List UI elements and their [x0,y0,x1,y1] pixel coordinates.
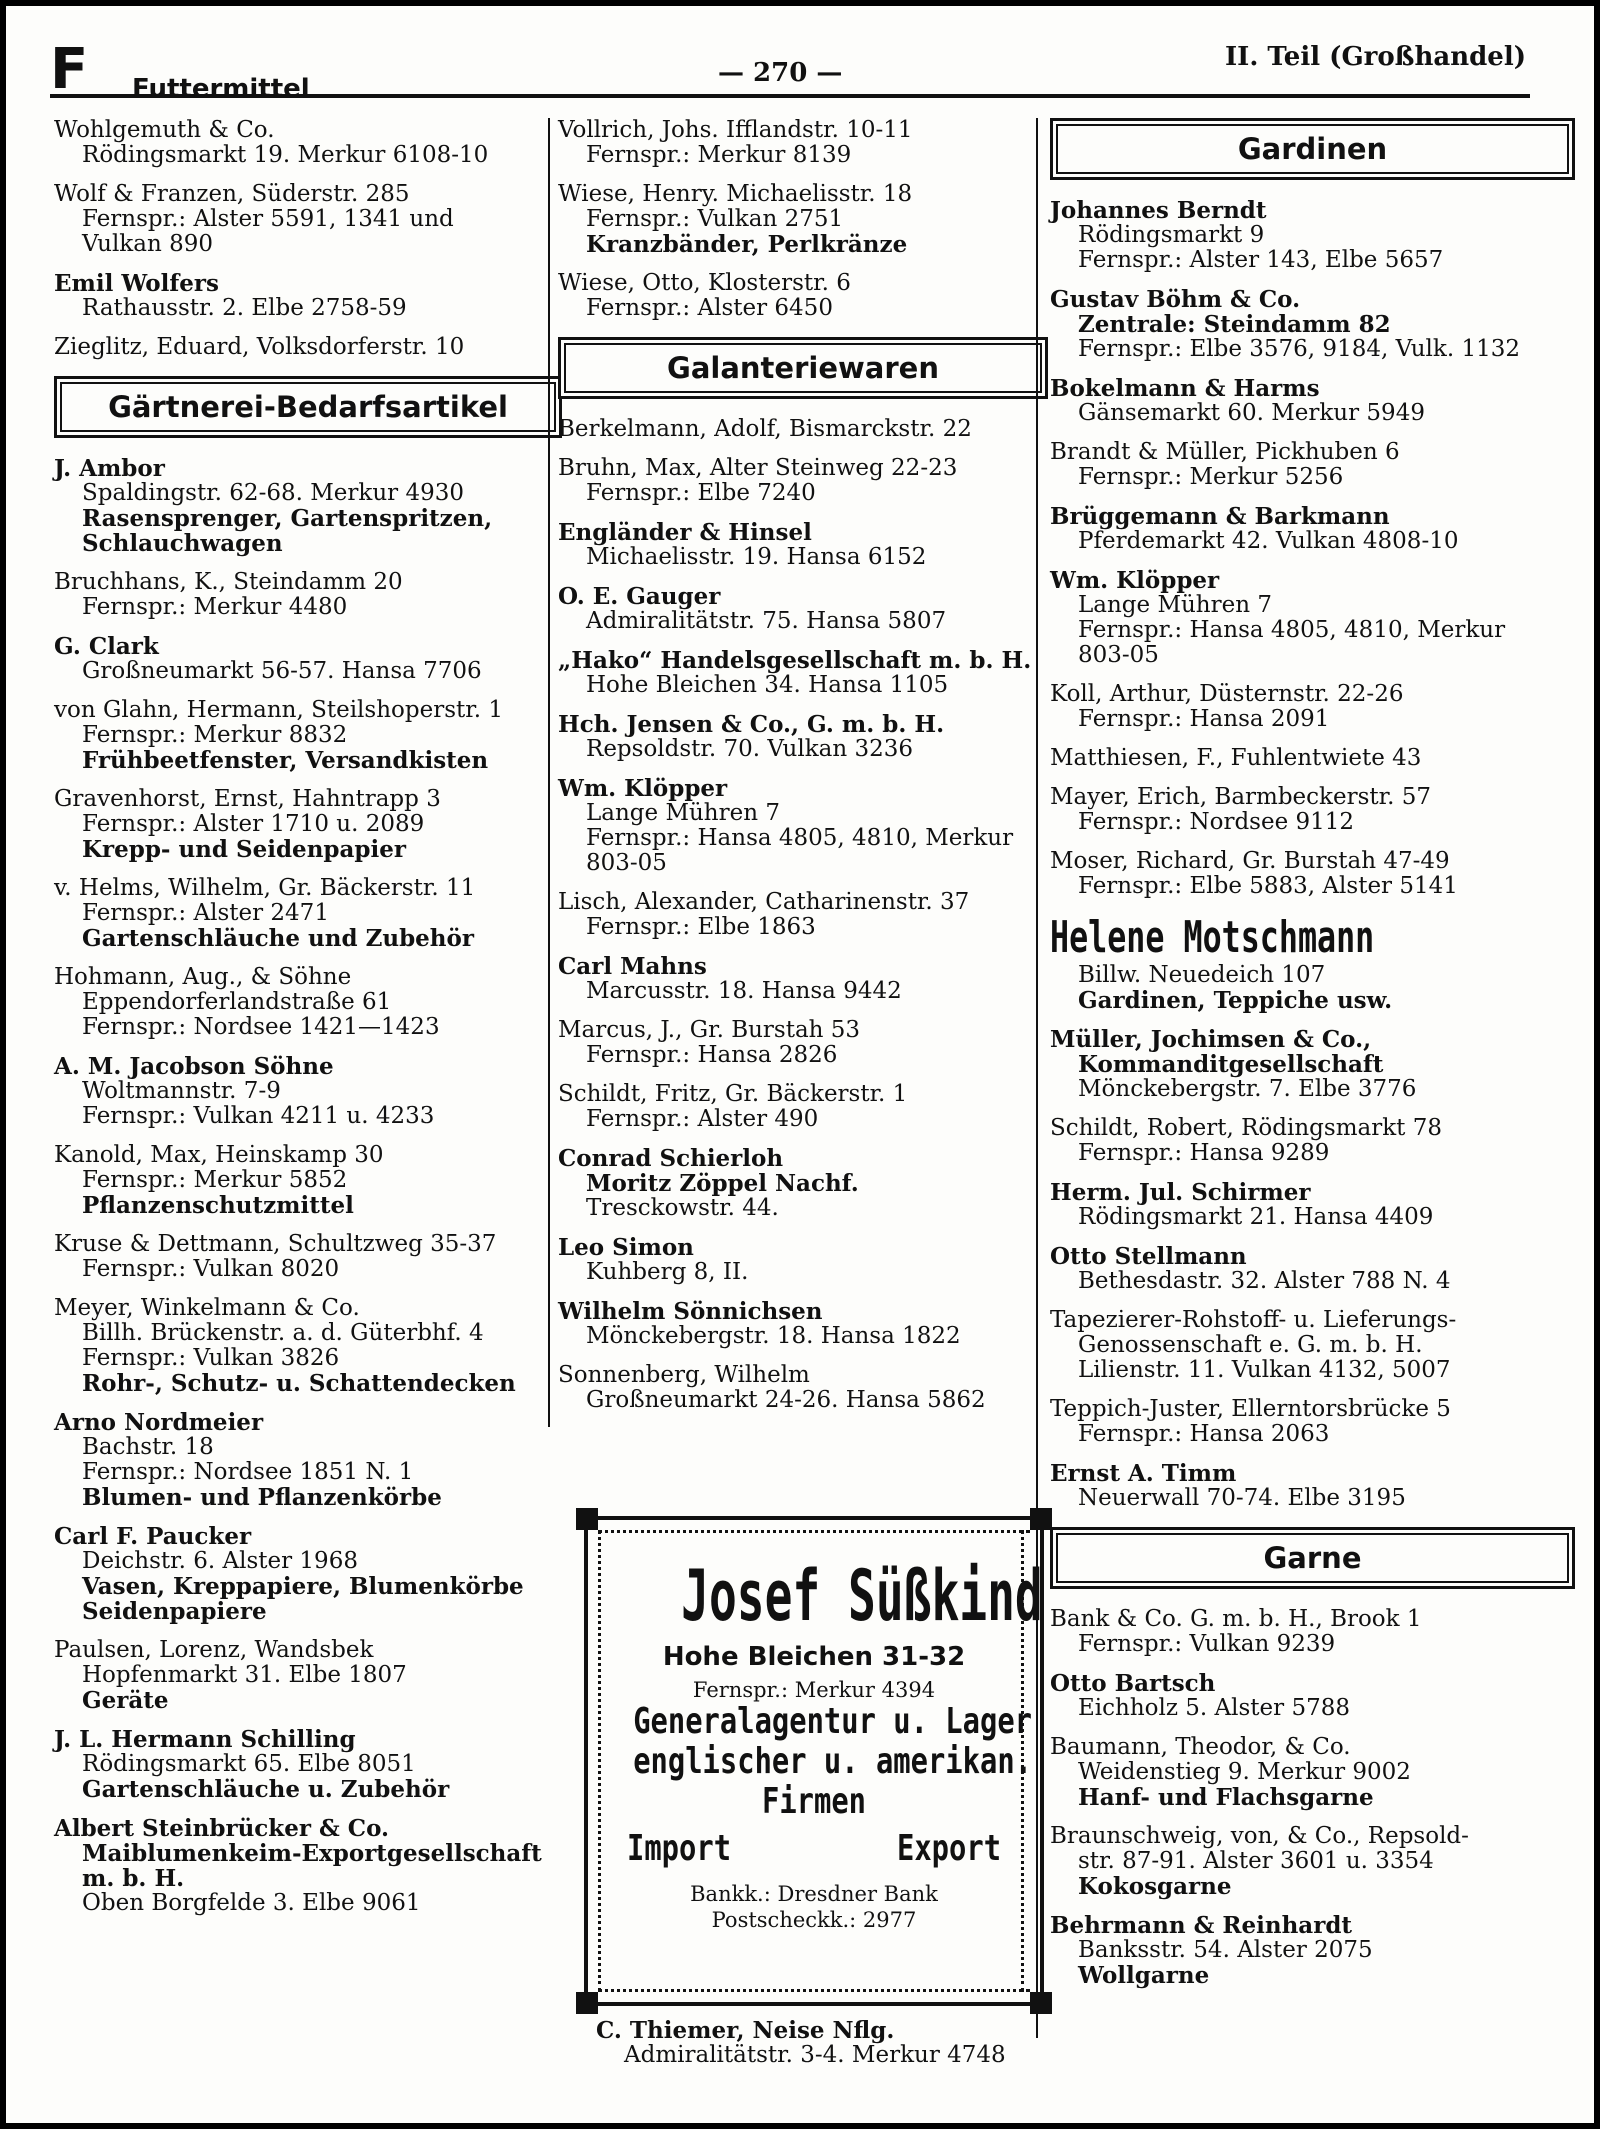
list-item [596,2018,1036,2068]
advertisement [584,1516,1044,2006]
entry-name: Wm. Klöpper [558,775,728,802]
entry-line: Admiralitätstr. 3-4. Merkur 4748 [624,2042,1006,2068]
entry-name: Wilhelm Sönnichsen [558,1298,823,1325]
entry-name: O. E. Gauger [558,583,721,610]
entry-name: Gravenhorst, Ernst, Hahntrapp 3 [54,786,441,812]
list-item [54,876,562,951]
entry-after-ad [596,2018,1036,2082]
entry-line: Schlauchwagen [82,530,283,557]
list-item [54,634,562,684]
entry-line: Blumen- und Pflanzenkörbe [82,1484,442,1511]
ad-import-export [588,1828,1040,1869]
entry-line: Neuerwall 70-74. Elbe 3195 [1078,1485,1406,1511]
entry-line: Fernspr.: Vulkan 4211 u. 4233 [82,1103,435,1129]
list-item [54,335,562,360]
entry-name: Wolf & Franzen, Süderstr. 285 [54,181,410,207]
entry-line: Fernspr.: Elbe 1863 [586,914,816,940]
entry-name: Otto Bartsch [1050,1670,1216,1697]
entry-line: Rödingsmarkt 21. Hansa 4409 [1078,1204,1434,1230]
entry-name: Koll, Arthur, Düsternstr. 22-26 [1050,681,1404,707]
list-item [54,1727,562,1802]
ad-line: Generalagentur u. Lager [633,1701,1032,1742]
entry-line: Wollgarne [1078,1962,1210,1989]
entry-name: Johannes Berndt [1050,197,1267,224]
ad-export: Export [896,1828,1001,1869]
entry-line: Fernspr.: Nordsee 1421—1423 [82,1014,440,1040]
header-rule [50,94,1530,98]
entry-line: Fernspr.: Elbe 7240 [586,480,816,506]
entry-name: Wohlgemuth & Co. [54,117,275,143]
category-heading: Gardinen [1050,118,1575,180]
list-item [1050,1116,1575,1166]
entry-name: Schildt, Fritz, Gr. Bäckerstr. 1 [558,1081,908,1107]
entry-line: Bethesdastr. 32. Alster 788 N. 4 [1078,1268,1451,1294]
ad-border [598,1989,1030,1992]
entry-name: Berkelmann, Adolf, Bismarckstr. 22 [558,416,972,442]
entry-name: Hch. Jensen & Co., G. m. b. H. [558,711,945,738]
list-item [54,1524,562,1624]
entry-name: Wiese, Henry. Michaelisstr. 18 [558,181,913,207]
entry-line: Weidenstieg 9. Merkur 9002 [1078,1759,1411,1785]
list-item [558,648,1048,698]
list-item [54,965,562,1040]
ad-postscheck: Postscheckk.: 2977 [711,1908,917,1932]
list-item [54,1054,562,1129]
entry-line: str. 87-91. Alster 3601 u. 3354 [1078,1848,1434,1874]
entry-line: Banksstr. 54. Alster 2075 [1078,1937,1373,1963]
entry-line: Frühbeetfenster, Versandkisten [82,747,489,774]
entry-name: „Hako“ Handelsgesellschaft m. b. H. [558,647,1032,674]
ad-border [598,1530,609,1992]
entry-line: Lange Mühren 7 [586,800,780,826]
entry-name: Brüggemann & Barkmann [1050,503,1390,530]
list-item [558,712,1048,762]
entry-name: Bank & Co. G. m. b. H., Brook 1 [1050,1606,1422,1632]
section-title: Futtermittel [132,74,310,104]
entry-line: Vulkan 890 [82,231,213,257]
entry-line: Gartenschläuche u. Zubehör [82,1776,450,1803]
entry-name: Otto Stellmann [1050,1243,1247,1270]
ad-corner [576,1508,598,1530]
entry-line: Rathausstr. 2. Elbe 2758-59 [82,295,407,321]
entry-line: Krepp- und Seidenpapier [82,836,406,863]
entry-line: Fernspr.: Hansa 2091 [1078,706,1330,732]
entry-line: Rohr-, Schutz- u. Schattendecken [82,1370,516,1397]
entry-line: Gänsemarkt 60. Merkur 5949 [1078,400,1425,426]
list-item [1050,1308,1575,1383]
list-item [1050,682,1575,732]
list-item [558,118,1048,168]
entry-name: Wm. Klöpper [1050,567,1220,594]
entry-line: Billh. Brückenstr. a. d. Güterbhf. 4 [82,1320,484,1346]
entry-name: Hohmann, Aug., & Söhne [54,964,352,990]
list-item [54,1143,562,1218]
entry-line: Fernspr.: Alster 5591, 1341 und [82,206,454,232]
ad-company-name: Josef Süßkind [681,1555,1043,1637]
entry-name: Engländer & Hinsel [558,519,812,546]
list-item [558,271,1048,321]
entry-line: Fernspr.: Alster 6450 [586,295,833,321]
entry-line: m. b. H. [82,1865,185,1892]
entry-line: Pflanzenschutzmittel [82,1192,354,1219]
column-right [1036,118,1575,2038]
entry-line: Admiralitätstr. 75. Hansa 5807 [586,608,947,634]
entry-line: Rödingsmarkt 65. Elbe 8051 [82,1751,416,1777]
entry-name: Marcus, J., Gr. Burstah 53 [558,1017,861,1043]
list-item [1050,746,1575,771]
entry-line: Billw. Neuedeich 107 [1078,962,1326,988]
list-item [54,1296,562,1396]
list-item [1050,849,1575,899]
category-heading: Galanteriewaren [558,337,1048,399]
entry-name: Teppich-Juster, Ellerntorsbrücke 5 [1050,1396,1451,1422]
category-heading: Garne [1050,1527,1575,1589]
entry-line: Gardinen, Teppiche usw. [1078,987,1393,1014]
entry-name: C. Thiemer, Neise Nflg. [596,2017,895,2044]
list-item [54,570,562,620]
ad-border [598,1530,1030,1533]
entry-line: Eppendorferlandstraße 61 [82,989,392,1015]
list-item [1050,1027,1575,1102]
entry-line: Gartenschläuche und Zubehör [82,925,474,952]
entries [54,456,562,1916]
display-entry [1050,913,1575,1013]
entry-line: Rasensprenger, Gartenspritzen, [82,505,493,532]
list-item [558,954,1048,1004]
list-item [1050,287,1575,362]
entry-line: Kokosgarne [1078,1873,1232,1900]
entry-line: Seidenpapiere [82,1598,267,1625]
list-item [1050,1607,1575,1657]
entry-line: Fernspr.: Elbe 3576, 9184, Vulk. 1132 [1078,336,1520,362]
entry-line: Zentrale: Steindamm 82 [1078,311,1391,338]
entry-name: Paulsen, Lorenz, Wandsbek [54,1637,374,1663]
entry-name: Wiese, Otto, Klosterstr. 6 [558,270,851,296]
entry-name: G. Clark [54,633,159,660]
part-title: II. Teil (Großhandel) [1225,42,1526,72]
entry-name: Helene Motschmann [1050,912,1375,963]
entries-pre [558,118,1048,321]
entry-line: Fernspr.: Vulkan 8020 [82,1256,340,1282]
list-item [54,118,562,168]
entry-name: Kruse & Dettmann, Schultzweg 35-37 [54,1231,497,1257]
page-header [6,6,1594,102]
entries [1050,198,1575,899]
entry-name: v. Helms, Wilhelm, Gr. Bäckerstr. 11 [54,875,476,901]
entry-line: Hopfenmarkt 31. Elbe 1807 [82,1662,407,1688]
entry-name: Kanold, Max, Heinskamp 30 [54,1142,384,1168]
ad-corner [576,1992,598,2014]
list-item [1050,1824,1575,1899]
entry-name: Vollrich, Johs. Ifflandstr. 10-11 [558,117,913,143]
entry-name: Ernst A. Timm [1050,1460,1237,1487]
entry-line: Kranzbänder, Perlkränze [586,231,908,258]
entry-name: Sonnenberg, Wilhelm [558,1362,810,1388]
list-item [558,520,1048,570]
entry-line: Genossenschaft e. G. m. b. H. [1078,1332,1423,1358]
entry-name: Gustav Böhm & Co. [1050,286,1301,313]
list-item [558,584,1048,634]
entry-line: Großneumarkt 24-26. Hansa 5862 [586,1387,986,1413]
entry-name: Conrad Schierloh [558,1145,784,1172]
entry-name: J. L. Hermann Schilling [54,1726,356,1753]
entry-line: Fernspr.: Merkur 8832 [82,722,348,748]
ad-line: englischer u. amerikan. [633,1741,1032,1782]
directory-page [6,6,1594,2123]
entry-line: Fernspr.: Hansa 2063 [1078,1421,1330,1447]
list-item [54,1638,562,1713]
entry-line: Lange Mühren 7 [1078,592,1272,618]
column-middle [548,118,1048,1427]
entry-line: Rödingsmarkt 19. Merkur 6108-10 [82,142,489,168]
list-item [1050,568,1575,668]
entry-name: Müller, Jochimsen & Co., [1050,1026,1372,1053]
entry-line: Vasen, Kreppapiere, Blumenkörbe [82,1573,524,1600]
list-item [558,456,1048,506]
entry-line: Fernspr.: Alster 143, Elbe 5657 [1078,247,1444,273]
ad-line: Firmen [761,1781,867,1822]
entry-name: Herm. Jul. Schirmer [1050,1179,1311,1206]
list-item [1050,198,1575,273]
entry-line: Repsoldstr. 70. Vulkan 3236 [586,736,914,762]
list-item [1050,1397,1575,1447]
list-item [558,1363,1048,1413]
list-item [558,1146,1048,1221]
entry-line: Mönckebergstr. 7. Elbe 3776 [1078,1076,1417,1102]
ad-address: Hohe Bleichen 31-32 [662,1642,966,1672]
list-item [1050,1180,1575,1230]
entry-name: Meyer, Winkelmann & Co. [54,1295,360,1321]
entry-line: Bachstr. 18 [82,1434,214,1460]
list-item [1050,1461,1575,1511]
entry-line: Fernspr.: Alster 2471 [82,900,329,926]
entry-line: Großneumarkt 56-57. Hansa 7706 [82,658,482,684]
list-item [1050,440,1575,490]
entry-line: Woltmannstr. 7-9 [82,1078,281,1104]
entry-name: Arno Nordmeier [54,1409,264,1436]
list-item [54,456,562,556]
list-item [558,1082,1048,1132]
entry-name: Tapezierer-Rohstoff- u. Lieferungs- [1050,1307,1457,1333]
entry-line: Deichstr. 6. Alster 1968 [82,1548,358,1574]
entry-name: Zieglitz, Eduard, Volksdorferstr. 10 [54,334,465,360]
entry-line: Kuhberg 8, II. [586,1259,749,1285]
entry-line: Tresckowstr. 44. [586,1195,779,1221]
entry-line: Fernspr.: Merkur 5256 [1078,464,1344,490]
list-item [1050,785,1575,835]
entry-line: Fernspr.: Vulkan 9239 [1078,1631,1336,1657]
list-item [54,698,562,773]
entry-line: Spaldingstr. 62-68. Merkur 4930 [82,480,464,506]
entry-line: Fernspr.: Merkur 4480 [82,594,348,620]
entry-line: Fernspr.: Vulkan 2751 [586,206,844,232]
list-item [1050,1913,1575,1988]
entry-name: Emil Wolfers [54,270,219,297]
list-item [558,182,1048,257]
list-item [54,1816,562,1916]
entry-line: Fernspr.: Hansa 4805, 4810, Merkur [586,825,1014,851]
list-item [1050,504,1575,554]
list-item [54,1410,562,1510]
entry-line: Fernspr.: Alster 490 [586,1106,819,1132]
entry-line: Maiblumenkeim-Exportgesellschaft [82,1840,542,1867]
entries [1050,1607,1575,1988]
entry-name: Behrmann & Reinhardt [1050,1912,1353,1939]
entry-line: Fernspr.: Merkur 8139 [586,142,852,168]
list-item [1050,1671,1575,1721]
entry-line: Fernspr.: Merkur 5852 [82,1167,348,1193]
entry-line: Mönckebergstr. 18. Hansa 1822 [586,1323,961,1349]
list-item [558,1235,1048,1285]
entry-line: Fernspr.: Nordsee 1851 N. 1 [82,1459,414,1485]
list-item [54,1232,562,1282]
entry-line: Pferdemarkt 42. Vulkan 4808-10 [1078,528,1459,554]
entry-line: Moritz Zöppel Nachf. [586,1170,859,1197]
entry-line: Fernspr.: Elbe 5883, Alster 5141 [1078,873,1458,899]
list-item [558,417,1048,442]
entry-line: Fernspr.: Vulkan 3826 [82,1345,340,1371]
list-item [1050,1244,1575,1294]
entry-line: Marcusstr. 18. Hansa 9442 [586,978,902,1004]
entry-line: 803-05 [586,850,667,876]
entry-name: J. Ambor [54,455,165,482]
entries-pre [54,118,562,360]
entry-name: Schildt, Robert, Rödingsmarkt 78 [1050,1115,1442,1141]
entry-name: Albert Steinbrücker & Co. [54,1815,390,1842]
entry-line: Fernspr.: Hansa 2826 [586,1042,838,1068]
entry-name: von Glahn, Hermann, Steilshoperstr. 1 [54,697,503,723]
entries [558,417,1048,1413]
list-item [1050,376,1575,426]
entry-line: Kommanditgesellschaft [1078,1051,1384,1078]
entry-name: Leo Simon [558,1234,694,1261]
entry-name: Carl F. Paucker [54,1523,252,1550]
section-letter: F [50,37,89,102]
entry-name: Bruchhans, K., Steindamm 20 [54,569,403,595]
ad-phone: Fernspr.: Merkur 4394 [692,1678,936,1702]
entry-line: Hanf- und Flachsgarne [1078,1784,1374,1811]
list-item [558,1018,1048,1068]
entry-name: Braunschweig, von, & Co., Repsold- [1050,1823,1469,1849]
entry-name: Carl Mahns [558,953,707,980]
list-item [558,776,1048,876]
entry-line: Hohe Bleichen 34. Hansa 1105 [586,672,949,698]
ad-bank: Bankk.: Dresdner Bank [690,1882,938,1906]
page-number: — 270 — [718,58,843,88]
entry-line: Rödingsmarkt 9 [1078,222,1265,248]
list-item [558,890,1048,940]
entry-name: Bokelmann & Harms [1050,375,1320,402]
entry-line: Fernspr.: Nordsee 9112 [1078,809,1355,835]
entry-line: Geräte [82,1687,169,1714]
entry-line: Lilienstr. 11. Vulkan 4132, 5007 [1078,1357,1451,1383]
entry-line: Fernspr.: Hansa 4805, 4810, Merkur [1078,617,1506,643]
list-item [54,271,562,321]
entry-name: Bruhn, Max, Alter Steinweg 22-23 [558,455,958,481]
entry-name: Matthiesen, F., Fuhlentwiete 43 [1050,745,1422,771]
ad-import: Import [627,1828,732,1869]
list-item [54,182,562,257]
entry-name: Baumann, Theodor, & Co. [1050,1734,1351,1760]
list-item [54,787,562,862]
entries [1050,1027,1575,1511]
entry-line: Oben Borgfelde 3. Elbe 9061 [82,1890,421,1916]
list-item [1050,1735,1575,1810]
entry-line: Fernspr.: Alster 1710 u. 2089 [82,811,425,837]
entry-name: Moser, Richard, Gr. Burstah 47-49 [1050,848,1450,874]
entry-line: Fernspr.: Hansa 9289 [1078,1140,1330,1166]
entry-line: Michaelisstr. 19. Hansa 6152 [586,544,927,570]
entry-line: Eichholz 5. Alster 5788 [1078,1695,1351,1721]
category-heading: Gärtnerei-Bedarfsartikel [54,376,562,438]
list-item [558,1299,1048,1349]
entry-name: Mayer, Erich, Barmbeckerstr. 57 [1050,784,1431,810]
entry-name: A. M. Jacobson Söhne [54,1053,334,1080]
entry-line: 803-05 [1078,642,1159,668]
column-left [54,118,562,1930]
entry-name: Brandt & Müller, Pickhuben 6 [1050,439,1400,465]
entry-name: Lisch, Alexander, Catharinenstr. 37 [558,889,970,915]
